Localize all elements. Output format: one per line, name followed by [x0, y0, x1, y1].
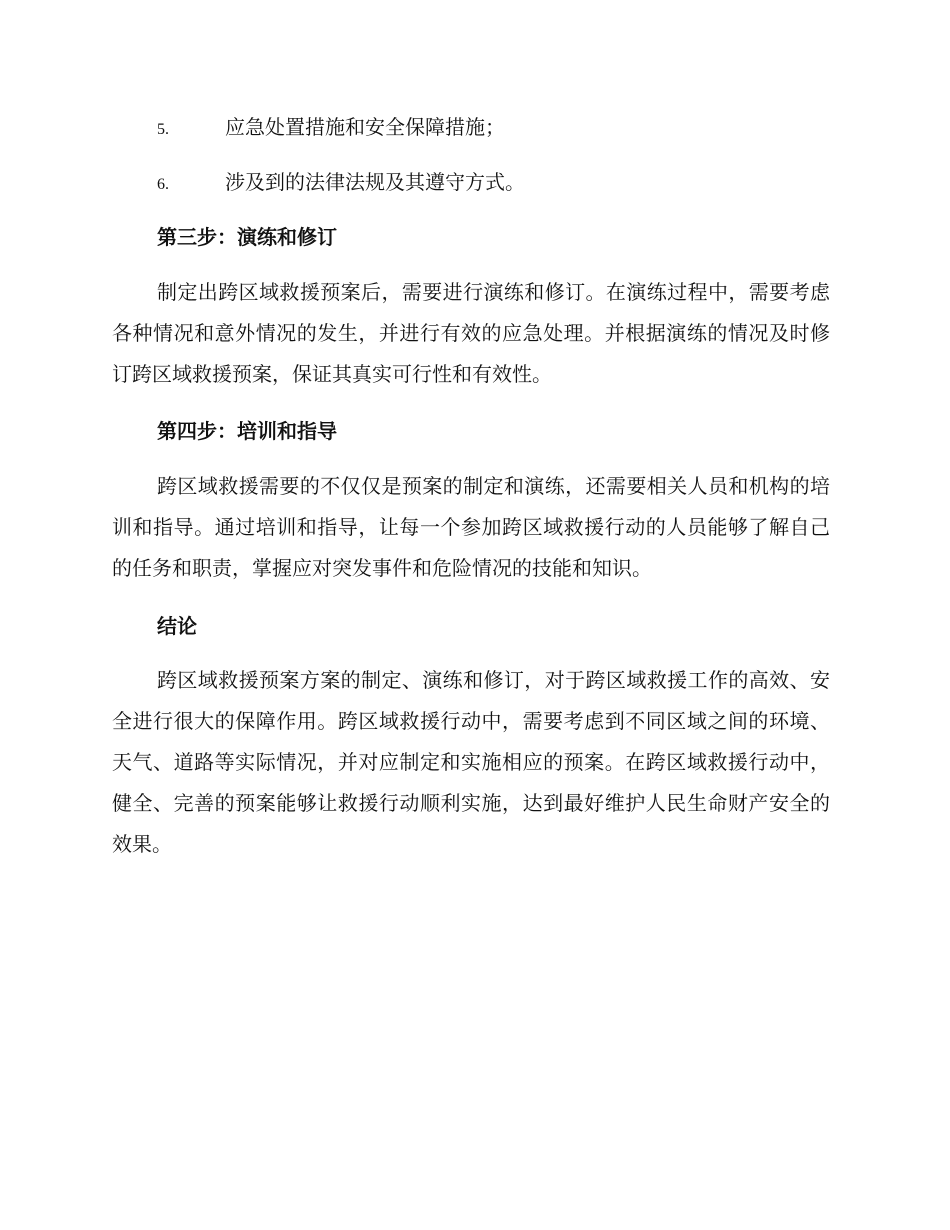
section-paragraph-step-four: 跨区域救援需要的不仅仅是预案的制定和演练，还需要相关人员和机构的培训和指导。通过培训和指导，让每一个参加跨区域救援行动的人员能够了解自己的任务和职责，掌握应对突发事件和危险情况的技能和知识。 — [112, 474, 830, 580]
list-item-text: 涉及到的法律法规及其遵守方式。 — [225, 170, 525, 194]
list-item-number: 6. — [157, 176, 169, 193]
list-item-number: 5. — [157, 121, 169, 138]
section-paragraph-step-three: 制定出跨区域救援预案后，需要进行演练和修订。在演练过程中，需要考虑各种情况和意外情况的发生，并进行有效的应急处理。并根据演练的情况及时修订跨区域救援预案，保证其真实可行性和有效性。 — [112, 280, 830, 386]
list-item-text: 应急处置措施和安全保障措施； — [225, 115, 505, 139]
list-item — [157, 168, 525, 199]
list-item — [157, 113, 505, 144]
section-paragraph-conclusion: 跨区域救援预案方案的制定、演练和修订，对于跨区域救援工作的高效、安全进行很大的保障作用。跨区域救援行动中，需要考虑到不同区域之间的环境、天气、道路等实际情况，并对应制定和实施相应的预案。在跨区域救援行动中，健全、完善的预案能够让救援行动顺利实施，达到最好维护人民生命财产安全的效果。 — [112, 668, 830, 856]
section-heading-conclusion: 结论 — [157, 614, 197, 638]
section-heading-step-four: 第四步：培训和指导 — [157, 419, 337, 443]
section-heading-step-three: 第三步：演练和修订 — [157, 225, 337, 249]
